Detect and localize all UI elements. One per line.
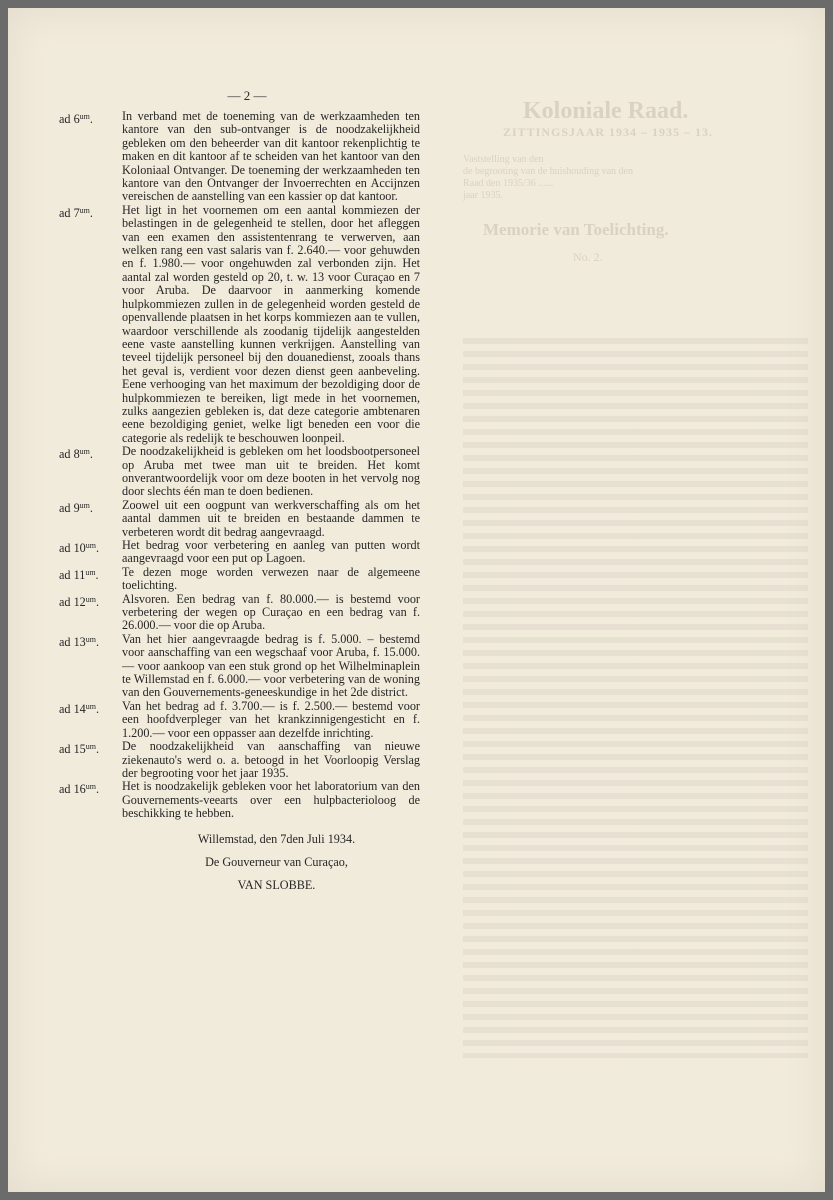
paragraph-item xyxy=(59,445,424,499)
bleed-lines: Vaststelling van den de begrooting van de huishouding van den Raad den 1935/36 ...... jaar 1935. xyxy=(463,154,633,201)
bleed-session: ZITTINGSJAAR 1934 – 1935 – 13. xyxy=(503,125,714,139)
item-label: ad $15^{um}$. xyxy=(59,742,100,757)
item-label: ad $11^{um}$. xyxy=(59,567,99,582)
item-text: In verband met de toeneming van de werkzaamheden ten kantore van den sub-ontvanger is de noodzakelijkheid gebleken om den beheerder van dit kantoor rekenplichtig te maken en dit kantoor af te scheiden van het kantoor van den Koloniaal Ontvanger. De toeneming der werkzaamheden ten kantore van den Ontvanger der Invoerrechten en Accijnzen vereischen de aanstelling van een kassier op dat kantoor. xyxy=(122,109,420,204)
item-text: Het ligt in het voornemen om een aantal kommiezen der belastingen in de gelegenheid te stellen, door het afleggen van een examen den assistentenrang te verwerven, aan welken rang een vast salaris van f. 2.640.— voor gehuwden en f. 1.980.— voor ongehuwden zal verbonden zijn. Het aantal zal worden gesteld op 20, t. w. 13 voor Curaçao en 7 voor Aruba. De daarvoor in aanmerking komende hulpkommiezen zullen in de gelegenheid worden gesteld de openvallende plaatsen in het korps kommiezen aan te vullen, waardoor verschillende als zoodanig tijdelijk aangestelden eene vaste aanstelling kunnen verkrijgen. Aanstelling van teveel tijdelijk personeel bij den douanedienst, zooals thans het geval is, verdient voor dezen dienst geen aanbeveling. Eene verhooging van het maximum der bezoldiging door de hulpkommiezen te bereiken, ligt mede in het voornemen, zulks aangezien gebleken is, dat deze categorie ambtenaren eene bezoldiging geniet, welke ligt beneden een voor die categorie als redelijk te beschouwen loonpeil. xyxy=(122,202,420,445)
place-date: Willemstad, den 7den Juli 1934. xyxy=(197,831,356,846)
item-text: Het bedrag voor verbetering en aanleg van putten wordt aangevraagd voor een put op Lagoen. xyxy=(122,538,420,566)
item-text: Alsvoren. Een bedrag van f. 80.000.— is bestemd voor verbetering der wegen op Curaçao en een bedrag van f. 26.000.— voor die op Aruba. xyxy=(122,591,420,633)
bleed-title: Koloniale Raad. xyxy=(523,98,689,124)
paragraph-item xyxy=(59,740,424,780)
item-text: Van het hier aangevraagde bedrag is f. 5.000. – bestemd voor aanschaffing van een wegschaaf voor Aruba, f. 15.000.— voor aankoop van een stuk grond op het Wilhelminaplein te Willemstad en f. 6.000.— voor verbetering van de woning van den Gouvernements-geneeskundige in het 2de district. xyxy=(122,631,420,700)
paragraph-item xyxy=(59,539,424,566)
item-label: ad $12^{um}$. xyxy=(59,594,100,609)
paragraph-item xyxy=(59,566,424,593)
paragraph-item xyxy=(59,700,424,740)
item-text: Van het bedrag ad f. 3.700.— is f. 2.500.— bestemd voor een hoofdverpleger van het krankzinnigengesticht en f. 1.200.— voor een oppasser aan dezelfde inrichting. xyxy=(122,698,420,740)
item-label: ad $10^{um}$. xyxy=(59,541,100,555)
paragraph-item xyxy=(59,633,424,700)
bleed-through-column xyxy=(463,338,808,1058)
item-list xyxy=(59,110,424,821)
item-label: ad $8^{um}$. xyxy=(59,447,93,462)
paragraph-item xyxy=(59,780,424,820)
item-label: ad $16^{um}$. xyxy=(59,782,100,797)
item-text: Zoowel uit een oogpunt van werkverschaffing als om het aantal dammen uit te breiden en bestaande dammen te verbeteren wordt dit bedrag aangevraagd. xyxy=(122,497,420,539)
office-line: De Gouverneur van Curaçao, xyxy=(205,854,348,869)
item-label: ad $9^{um}$. xyxy=(59,500,93,515)
item-text: Te dezen moge worden verwezen naar de algemeene toelichting. xyxy=(122,564,420,593)
page-number: — 2 — xyxy=(227,88,267,103)
item-text: De noodzakelijkheid van aanschaffing van nieuwe ziekenauto's werd o. a. betoogd in het Voorloopig Verslag der begrooting voor het jaar 1935. xyxy=(122,739,420,780)
item-text: De noodzakelijkheid is gebleken om het loodsbootpersoneel op Aruba met twee man uit te breiden. Het komt onverantwoordelijk voor om deze booten in het vervolg nog door slechts één man te doen bedienen. xyxy=(122,444,420,499)
signature: VAN SLOBBE. xyxy=(237,878,316,893)
item-label: ad $14^{um}$. xyxy=(59,701,100,716)
paragraph-item xyxy=(59,593,424,633)
item-text: Het is noodzakelijk gebleken voor het laboratorium van den Gouvernements-veearts over een hulpbacterioloog de beschikking te hebben. xyxy=(122,779,420,821)
bleed-through-text xyxy=(463,98,803,265)
bleed-heading: Memorie van Toelichting. xyxy=(483,220,669,239)
paragraph-item xyxy=(59,499,424,539)
memorandum-body xyxy=(59,110,424,903)
paragraph-item xyxy=(59,110,424,204)
bleed-number: No. 2. xyxy=(573,250,603,264)
paragraph-item xyxy=(59,204,424,445)
item-label: ad $6^{um}$. xyxy=(59,112,93,126)
item-label: ad $13^{um}$. xyxy=(59,634,100,649)
closing-block xyxy=(59,833,424,893)
item-label: ad $7^{um}$. xyxy=(59,205,93,220)
